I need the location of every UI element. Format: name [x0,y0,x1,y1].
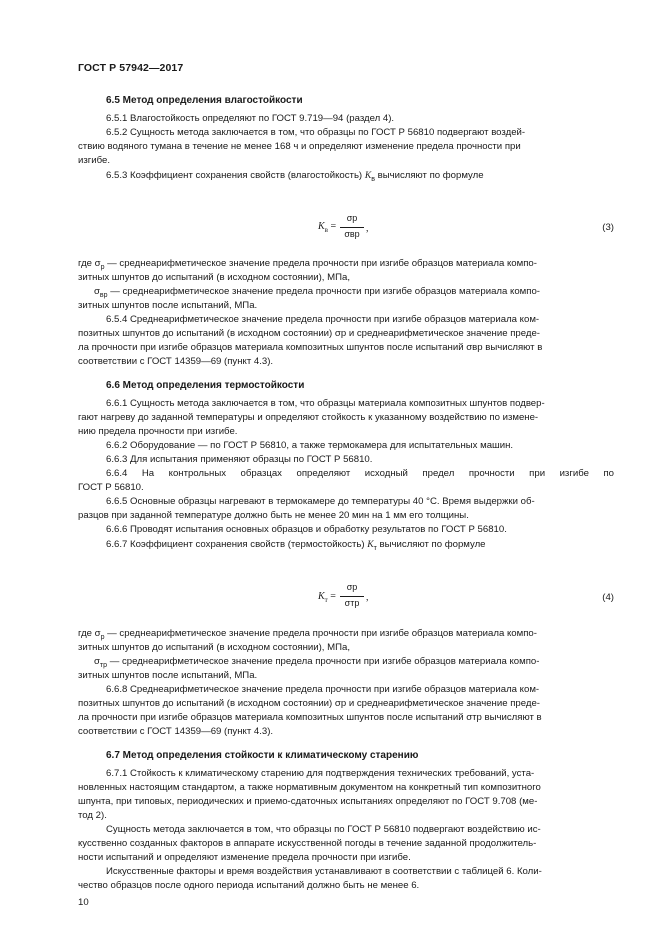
paragraph-6-5-4-line3: ла прочности при изгибе образцов материала композитных шпунтов после испытаний σвр вычисляют в [78,342,543,353]
word: На [141,468,155,479]
paragraph-6-6-5-line1: 6.6.5 Основные образцы нагревают в термокамере до температуры 40 °С. Время выдержки об- [106,496,535,507]
paragraph-6-6-8-line3: ла прочности при изгибе образцов материала композитных шпунтов после испытаний σтр вычисляют в [78,712,542,723]
formula-3-lhs-sub: в [324,226,328,234]
formula-4-numerator: σр [346,582,358,592]
section-6-5-title: 6.5 Метод определения влагостойкости [106,95,303,106]
paragraph-6-5-3-end: вычисляют по формуле [374,170,484,181]
where-6-6-sigma-sub: р [100,633,105,641]
document-header: ГОСТ Р 57942—2017 [78,62,184,74]
formula-4-denominator: σтр [344,598,360,608]
paragraph-6-7-1-line3: шпунта, при типовых, периодических и приемо-сдаточных испытаниях определяют по ГОСТ 9.708 (ме- [78,796,538,807]
paragraph-6-6-7 [106,539,486,555]
paragraph-6-6-4-line2: ГОСТ Р 56810. [78,482,144,493]
word: при [529,468,546,479]
where-6-5-line3-text: — среднеарифметическое значение предела прочности при изгибе образцов материала компо- [107,286,540,297]
word: определяют [296,468,351,479]
where-6-6-line2: зитных шпунтов до испытаний (в исходном состоянии), МПа, [78,642,351,653]
symbol-k: K [367,539,374,550]
formula-4-lhs-sub: т [324,596,328,604]
paragraph-6-6-8-line1: 6.6.8 Среднеарифметическое значение предела прочности при изгибе образцов материала ком- [106,684,540,695]
paragraph-6-5-3-text: 6.5.3 Коэффициент сохранения свойств (влагостойкость) [106,170,363,181]
paragraph-6-6-7-end: вычисляют по формуле [376,539,486,550]
symbol-k: K [364,170,372,181]
paragraph-6-5-4-line2: позитных шпунтов до испытаний (в исходном состоянии) σр и среднеарифметическое значение преде- [78,328,540,339]
paragraph-6-6-8-line4: соответствии с ГОСТ 14359—69 (пункт 4.3). [78,726,274,737]
symbol-subscript: т [373,544,377,552]
formula-4-fraction-bar [340,596,364,597]
paragraph-6-7-3-line2: чество образцов после одного периода испытаний должно быть не менее 6. [78,880,420,891]
where-6-5-line1-text: — среднеарифметическое значение предела прочности при изгибе образцов материала компо- [104,258,537,269]
paragraph-6-5-4-line1: 6.5.4 Среднеарифметическое значение предела прочности при изгибе образцов материала ком- [106,314,540,325]
paragraph-6-7-2-line3: ности испытаний и определяют изменение предела прочности при изгибе. [78,852,411,863]
paragraph-6-6-7-text: 6.6.7 Коэффициент сохранения свойств (термостойкость) [106,539,365,550]
document-page: ГОСТ Р 57942—2017 6.5 Метод определения влагостойкости 6.5.1 Влагостойкость определяют по ГОСТ 9.719—94 (раздел 4). 6.5.2 Сущность метода заключается в том, что образцы по ГОСТ Р 56810 подвергают воздей- ствию водяного тумана в течение не менее 168 ч и определяют изменение предела прочности при изгибе. 6.5.3 Коэффициент сохранения свойств (влагостойкость) $K_в$ вычисляют по формуле $K_в$ = σр σвр , (3) где $\sigma_р$ — среднеарифметическое значение предела прочности при изгибе образцов материала компо- зитных шпунтов до испытаний (в исходном состоянии), МПа, $\sigma_{вр}$ — среднеарифметическое значение предела прочности при изгибе образцов материала компо- зитных шпунтов после испытаний, МПа. 6.5.4 Среднеарифметическое значение предела прочности при изгибе образцов материала ком- позитных шпунтов до испытаний (в исходном состоянии) σр и среднеарифметическое значение преде- ла прочности при изгибе образцов материала композитных шпунтов после испытаний σвр вычисляют в соответствии с ГОСТ 14359—69 (пункт 4.3). 6.6 Метод определения термостойкости 6.6.1 Сущность метода заключается в том, что образцы материала композитных шпунтов подвер- гают нагреву до заданной температуры и определяют стойкость к указанному воздействию по измене- нию предела прочности при изгибе. 6.6.2 Оборудование — по ГОСТ Р 56810, а также термокамера для испытательных машин. 6.6.3 Для испытания применяют образцы по ГОСТ Р 56810. 6.6.4 На контрольных образцах определяют исходный предел прочности при изгибе по ГОСТ Р 56810. 6.6.5 Основные образцы нагревают в термокамере до температуры 40 °С. Время выдержки об- разцов при заданной температуре должно быть не менее 20 мин на 1 мм его толщины. 6.6.6 Проводят испытания основных образцов и обработку результатов по ГОСТ Р 56810. 6.6.7 Коэффициент сохранения свойств (термостойкость) $K_т$ вычисляют по формуле $K_т$ = σр σтр , (4) где $\sigma_р$ — среднеарифметическое значение предела прочности при изгибе образцов материала компо- зитных шпунтов до испытаний (в исходном состоянии), МПа, $\sigma_{тр}$ — среднеарифметическое значение предела прочности при изгибе образцов материала компо- зитных шпунтов после испытаний, МПа. 6.6.8 Среднеарифметическое значение предела прочности при изгибе образцов материала ком- позитных шпунтов до испытаний (в исходном состоянии) σр и среднеарифметическое значение преде- ла прочности при изгибе образцов материала композитных шпунтов после испытаний σтр вычисляют в соответствии с ГОСТ 14359—69 (пункт 4.3). 6.7 Метод определения стойкости к климатическому старению 6.7.1 Стойкость к климатическому старению для подтверждения технических требований, уста- новленных настоящим стандартом, а также нормативным документом на конкретный тип композитного шпунта, при типовых, периодических и приемо-сдаточных испытаниях определяют по ГОСТ 9.708 (ме- тод 2). Сущность метода заключается в том, что образцы по ГОСТ Р 56810 подвергают воздействию ис- кусственно созданных факторов в аппарате искусственной погоды в течение заданной продолжитель- ности испытаний и определяют изменение предела прочности при изгибе. Искусственные факторы и время воздействия устанавливают в соответствии с таблицей 6. Коли- чество образцов после одного периода испытаний должно быть не менее 6. 10 [78,62,614,908]
where-6-6-sigma2: σ [94,656,100,667]
where-6-5-line2: зитных шпунтов до испытаний (в исходном состоянии), МПа, [78,272,351,283]
symbol-subscript: в [371,175,375,183]
paragraph-6-5-1: 6.5.1 Влагостойкость определяют по ГОСТ 9.719—94 (раздел 4). [106,113,395,124]
paragraph-6-6-1-line3: нию предела прочности при изгибе. [78,426,238,437]
where-6-6-line1-text: — среднеарифметическое значение предела прочности при изгибе образцов материала компо- [104,628,537,639]
formula-3-number: (3) [602,222,614,233]
formula-3-denominator: σвр [344,229,360,239]
word: контрольных [168,468,227,479]
paragraph-6-6-6: 6.6.6 Проводят испытания основных образцов и обработку результатов по ГОСТ Р 56810. [106,524,507,535]
paragraph-6-5-3 [106,170,484,186]
formula-4-number: (4) [602,592,614,603]
word: изгибе [559,468,589,479]
formula-4-lhs: K [318,591,325,602]
page-number: 10 [78,897,89,908]
where-6-6-sigma: где σ [78,628,101,639]
paragraph-6-7-2-line2: кусственно созданных факторов в аппарате искусственной погоды в течение заданной продолжитель- [78,838,537,849]
where-6-5-sigma: где σ [78,258,101,269]
paragraph-6-6-1-line2: гают нагреву до заданной температуры и определяют стойкость к указанному воздействию по измене- [78,412,539,423]
paragraph-6-7-1-line4: тод 2). [78,810,107,821]
formula-3-lhs: K [318,221,325,232]
paragraph-6-6-2: 6.6.2 Оборудование — по ГОСТ Р 56810, а также термокамера для испытательных машин. [106,440,514,451]
paragraph-6-6-1-line1: 6.6.1 Сущность метода заключается в том, что образцы материала композитных шпунтов подвер- [106,398,545,409]
paragraph-6-6-8-line2: позитных шпунтов до испытаний (в исходном состоянии) σр и среднеарифметическое значение преде- [78,698,540,709]
paragraph-6-7-2-line1: Сущность метода заключается в том, что образцы по ГОСТ Р 56810 подвергают воздействию ис- [106,824,541,835]
where-6-6-line4: зитных шпунтов после испытаний, МПа. [78,670,258,681]
section-6-6-title: 6.6 Метод определения термостойкости [106,380,305,391]
paragraph-6-7-3-line1: Искусственные факторы и время воздействия устанавливают в соответствии с таблицей 6. Коли- [106,866,542,877]
where-6-5-sigma2: σ [94,286,100,297]
where-6-6-line3-text: — среднеарифметическое значение предела прочности при изгибе образцов материала компо- [107,656,540,667]
paragraph-6-6-3: 6.6.3 Для испытания применяют образцы по ГОСТ Р 56810. [106,454,373,465]
where-6-6-sigma2-sub: тр [99,661,108,669]
word: образцах [240,468,282,479]
formula-3-number-value: 3 [605,222,611,233]
word: 6.6.4 [106,468,128,479]
paragraph-6-5-2-line3: изгибе. [78,155,111,166]
formula-3-fraction-bar [340,227,364,228]
paragraph-6-6-5-line2: разцов при заданной температуре должно быть не менее 20 мин на 1 мм его толщины. [78,510,469,521]
paragraph-6-7-1-line1: 6.7.1 Стойкость к климатическому старению для подтверждения технических требований, уста- [106,768,535,779]
formula-4-number-value: 4 [605,592,611,603]
word: предел [422,468,455,479]
paragraph-6-5-2-line1: 6.5.2 Сущность метода заключается в том, что образцы по ГОСТ Р 56810 подвергают воздей- [106,127,526,138]
where-6-5-sigma2-sub: вр [99,291,108,299]
paragraph-6-6-4-line1 [106,468,614,480]
word: по [603,468,614,479]
paragraph-6-5-4-line4: соответствии с ГОСТ 14359—69 (пункт 4.3). [78,356,274,367]
word: исходный [364,468,408,479]
word: прочности [468,468,515,479]
formula-3-numerator: σр [346,213,358,223]
section-6-7-title: 6.7 Метод определения стойкости к климатическому старению [106,750,419,761]
paragraph-6-5-2-line2: ствию водяного тумана в течение не менее 168 ч и определяют изменение предела прочности при [78,141,521,152]
where-6-5-line4: зитных шпунтов после испытаний, МПа. [78,300,258,311]
paragraph-6-7-1-line2: новленных настоящим стандартом, а также нормативным документом на конкретный тип композитного [78,782,541,793]
where-6-5-sigma-sub: р [100,263,105,271]
